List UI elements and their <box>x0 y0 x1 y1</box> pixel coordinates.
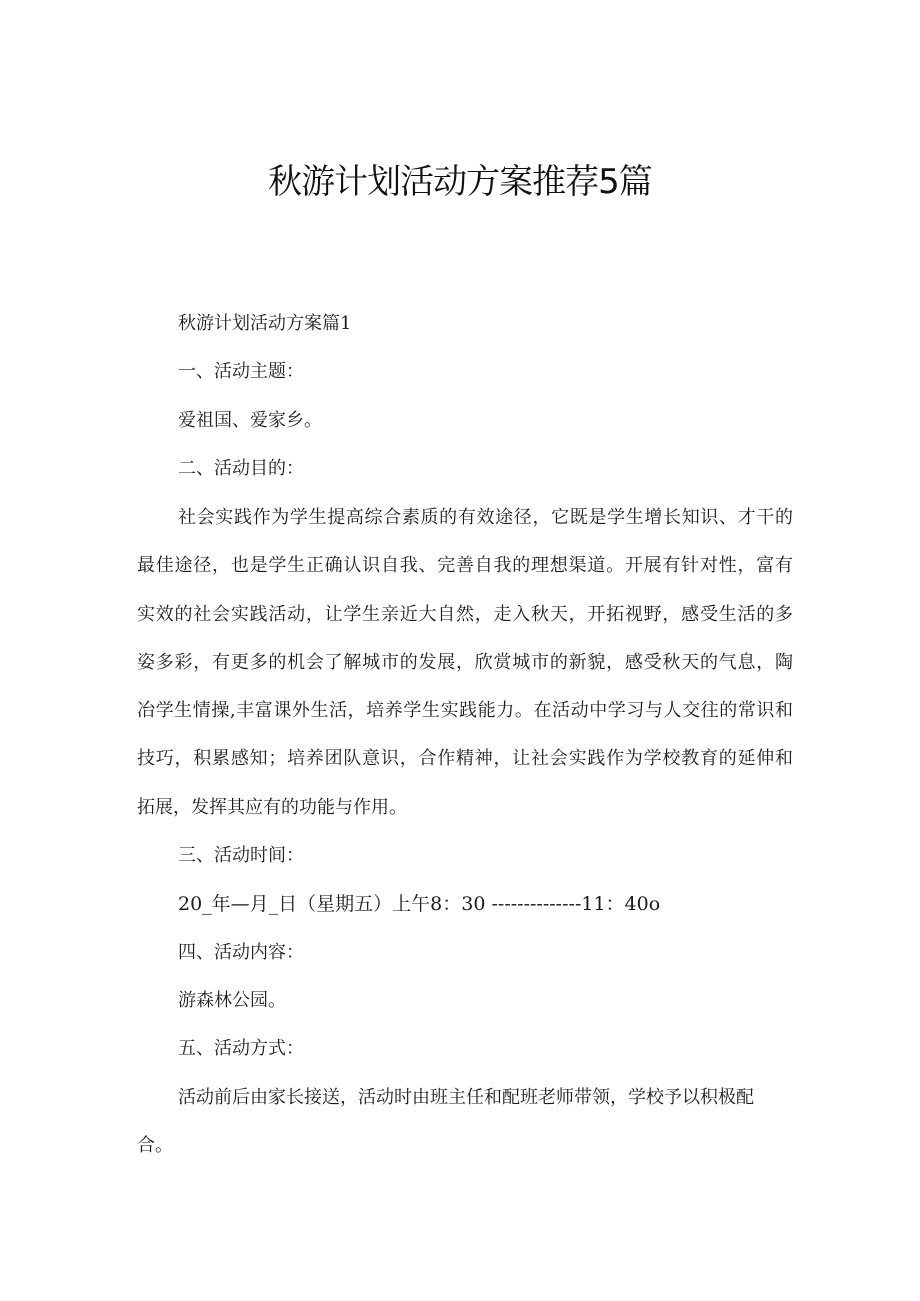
purpose-line: 姿多彩，有更多的机会了解城市的发展，欣赏城市的新貌，感受秋天的气息，陶 <box>137 651 793 673</box>
section-heading: 秋游计划活动方案篇1 <box>178 313 352 334</box>
method-line: 活动前后由家长接送，活动时由班主任和配班老师带领，学校予以积极配 <box>178 1087 754 1108</box>
method-heading: 五、活动方式： <box>178 1038 304 1059</box>
theme-text: 爱祖国、爱家乡。 <box>178 410 322 431</box>
time-text: 20_年—月_日（星期五）上午8：30 --------------11：40o <box>178 893 661 915</box>
method-paragraph <box>137 1074 793 1171</box>
theme-heading: 一、活动主题： <box>178 361 304 382</box>
content-text: 游森林公园。 <box>178 990 286 1011</box>
method-line: 合。 <box>137 1135 173 1157</box>
purpose-line: 拓展，发挥其应有的功能与作用。 <box>137 796 407 818</box>
time-heading: 三、活动时间： <box>178 845 304 866</box>
document-title: 秋游计划活动方案推荐5篇 <box>268 162 652 202</box>
purpose-line: 最佳途径，也是学生正确认识自我、完善自我的理想渠道。开展有针对性，富有 <box>137 555 793 577</box>
purpose-paragraph <box>137 494 793 832</box>
purpose-line: 实效的社会实践活动，让学生亲近大自然，走入秋天，开拓视野，感受生活的多 <box>137 603 793 625</box>
purpose-heading: 二、活动目的： <box>178 458 304 479</box>
purpose-line: 冶学生情操,丰富课外生活，培养学生实践能力。在活动中学习与人交往的常识和 <box>137 700 793 722</box>
purpose-line: 技巧，积累感知；培养团队意识，合作精神，让社会实践作为学校教育的延伸和 <box>137 748 793 770</box>
purpose-line: 社会实践作为学生提高综合素质的有效途径，它既是学生增长知识、才干的 <box>178 507 793 528</box>
content-heading: 四、活动内容： <box>178 942 304 963</box>
